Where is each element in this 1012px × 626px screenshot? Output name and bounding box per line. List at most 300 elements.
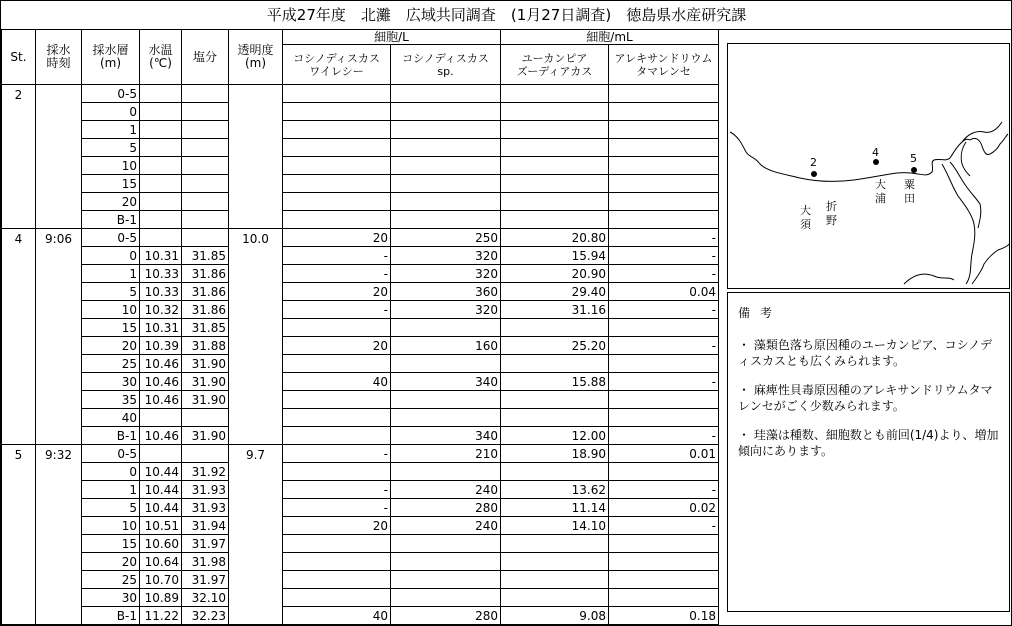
table-row bbox=[2, 571, 719, 589]
coscinodiscus-sp-cell bbox=[391, 391, 501, 409]
eucampia-zodiacus-cell bbox=[501, 85, 609, 103]
table-row bbox=[2, 373, 719, 391]
coscinodiscus-wailesii-cell: 20 bbox=[283, 517, 391, 535]
depth-cell: 10 bbox=[82, 157, 140, 175]
depth-cell: 1 bbox=[82, 481, 140, 499]
alexandrium-tamarense-cell bbox=[609, 193, 719, 211]
coscinodiscus-sp-cell: 340 bbox=[391, 373, 501, 391]
table-row bbox=[2, 535, 719, 553]
water-temp-cell: 10.60 bbox=[140, 535, 182, 553]
salinity-cell: 31.94 bbox=[182, 517, 229, 535]
sampling-time-cell: 9:06 bbox=[36, 229, 82, 445]
depth-cell: 0-5 bbox=[82, 85, 140, 103]
coscinodiscus-sp-cell bbox=[391, 193, 501, 211]
eucampia-zodiacus-cell bbox=[501, 121, 609, 139]
place-orino-2: 野 bbox=[826, 214, 837, 227]
coscinodiscus-wailesii-cell: - bbox=[283, 301, 391, 319]
water-temp-cell bbox=[140, 157, 182, 175]
station-5-marker bbox=[911, 167, 917, 173]
water-temp-cell: 10.70 bbox=[140, 571, 182, 589]
table-row bbox=[2, 121, 719, 139]
table-row bbox=[2, 301, 719, 319]
header-species-3-line2: ズーディアカス bbox=[516, 64, 593, 78]
salinity-cell bbox=[182, 445, 229, 463]
coscinodiscus-sp-cell bbox=[391, 571, 501, 589]
table-row bbox=[2, 481, 719, 499]
coscinodiscus-wailesii-cell bbox=[283, 139, 391, 157]
water-temp-cell: 10.46 bbox=[140, 427, 182, 445]
eucampia-zodiacus-cell: 31.16 bbox=[501, 301, 609, 319]
depth-cell: 15 bbox=[82, 319, 140, 337]
eucampia-zodiacus-cell: 29.40 bbox=[501, 283, 609, 301]
coscinodiscus-wailesii-cell: - bbox=[283, 481, 391, 499]
water-temp-cell: 10.33 bbox=[140, 283, 182, 301]
salinity-cell bbox=[182, 85, 229, 103]
alexandrium-tamarense-cell: - bbox=[609, 301, 719, 319]
eucampia-zodiacus-cell bbox=[501, 553, 609, 571]
alexandrium-tamarense-cell bbox=[609, 121, 719, 139]
alexandrium-tamarense-cell: 0.04 bbox=[609, 283, 719, 301]
alexandrium-tamarense-cell: - bbox=[609, 265, 719, 283]
header-species-1-line1: コシノディスカス bbox=[293, 51, 380, 65]
salinity-cell: 31.98 bbox=[182, 553, 229, 571]
station-5-label: 5 bbox=[910, 152, 917, 165]
eucampia-zodiacus-cell: 15.88 bbox=[501, 373, 609, 391]
coscinodiscus-wailesii-cell bbox=[283, 427, 391, 445]
coscinodiscus-wailesii-cell bbox=[283, 175, 391, 193]
coscinodiscus-wailesii-cell: 20 bbox=[283, 283, 391, 301]
coscinodiscus-wailesii-cell: - bbox=[283, 445, 391, 463]
alexandrium-tamarense-cell: - bbox=[609, 373, 719, 391]
alexandrium-tamarense-cell bbox=[609, 157, 719, 175]
coscinodiscus-sp-cell: 320 bbox=[391, 265, 501, 283]
remarks-title bbox=[738, 305, 999, 321]
salinity-cell: 31.90 bbox=[182, 355, 229, 373]
water-temp-cell: 10.44 bbox=[140, 481, 182, 499]
remarks-title-char1: 備 bbox=[738, 306, 751, 320]
coscinodiscus-sp-cell bbox=[391, 409, 501, 427]
salinity-cell: 31.85 bbox=[182, 247, 229, 265]
coastline-paths bbox=[730, 122, 1009, 284]
alexandrium-tamarense-cell: - bbox=[609, 481, 719, 499]
place-awata-2: 田 bbox=[904, 192, 915, 205]
coscinodiscus-sp-cell: 240 bbox=[391, 481, 501, 499]
coscinodiscus-wailesii-cell: 20 bbox=[283, 337, 391, 355]
coscinodiscus-sp-cell: 250 bbox=[391, 229, 501, 247]
depth-cell: 20 bbox=[82, 553, 140, 571]
water-temp-cell bbox=[140, 211, 182, 229]
alexandrium-tamarense-cell bbox=[609, 535, 719, 553]
table-row bbox=[2, 517, 719, 535]
salinity-cell: 31.90 bbox=[182, 391, 229, 409]
eucampia-zodiacus-cell bbox=[501, 589, 609, 607]
water-temp-cell: 10.33 bbox=[140, 265, 182, 283]
table-row bbox=[2, 265, 719, 283]
alexandrium-tamarense-cell bbox=[609, 355, 719, 373]
water-temp-cell: 10.44 bbox=[140, 499, 182, 517]
alexandrium-tamarense-cell: 0.01 bbox=[609, 445, 719, 463]
water-temp-cell bbox=[140, 445, 182, 463]
alexandrium-tamarense-cell bbox=[609, 175, 719, 193]
depth-cell: 0-5 bbox=[82, 445, 140, 463]
eucampia-zodiacus-cell: 14.10 bbox=[501, 517, 609, 535]
water-temp-cell: 10.89 bbox=[140, 589, 182, 607]
header-species-1 bbox=[283, 45, 391, 85]
table-row bbox=[2, 337, 719, 355]
alexandrium-tamarense-cell bbox=[609, 409, 719, 427]
salinity-cell bbox=[182, 409, 229, 427]
coscinodiscus-wailesii-cell bbox=[283, 319, 391, 337]
salinity-cell: 31.97 bbox=[182, 535, 229, 553]
station-4-label: 4 bbox=[872, 146, 879, 159]
header-group-cells-per-ml: 細胞/mL bbox=[501, 30, 719, 45]
header-transparency bbox=[229, 30, 283, 85]
alexandrium-tamarense-cell: - bbox=[609, 229, 719, 247]
header-temp-line1: 水温 bbox=[148, 43, 173, 57]
alexandrium-tamarense-cell bbox=[609, 589, 719, 607]
eucampia-zodiacus-cell bbox=[501, 319, 609, 337]
header-species-2-line2: sp. bbox=[437, 64, 454, 78]
salinity-cell: 31.86 bbox=[182, 283, 229, 301]
coscinodiscus-sp-cell bbox=[391, 103, 501, 121]
remark-item: ・ 珪藻は種数、細胞数とも前回(1/4)より、増加傾向にあります。 bbox=[738, 428, 999, 458]
depth-cell: 10 bbox=[82, 517, 140, 535]
coscinodiscus-wailesii-cell: 40 bbox=[283, 373, 391, 391]
station-number-cell: 2 bbox=[2, 85, 36, 229]
alexandrium-tamarense-cell: - bbox=[609, 337, 719, 355]
eucampia-zodiacus-cell bbox=[501, 175, 609, 193]
sampling-time-cell: 9:32 bbox=[36, 445, 82, 625]
coscinodiscus-sp-cell bbox=[391, 589, 501, 607]
salinity-cell: 31.86 bbox=[182, 301, 229, 319]
station-2-label: 2 bbox=[810, 156, 817, 169]
water-temp-cell: 10.32 bbox=[140, 301, 182, 319]
header-transparency-line2: (m) bbox=[244, 56, 267, 70]
water-temp-cell: 10.46 bbox=[140, 355, 182, 373]
coscinodiscus-wailesii-cell bbox=[283, 157, 391, 175]
coscinodiscus-wailesii-cell: - bbox=[283, 499, 391, 517]
transparency-cell bbox=[229, 85, 283, 229]
depth-cell: 0 bbox=[82, 247, 140, 265]
place-awata-1: 粟 bbox=[904, 178, 915, 191]
alexandrium-tamarense-cell bbox=[609, 571, 719, 589]
coscinodiscus-sp-cell bbox=[391, 157, 501, 175]
remarks-title-char2: 考 bbox=[760, 306, 773, 320]
water-temp-cell: 10.46 bbox=[140, 391, 182, 409]
survey-table bbox=[1, 29, 719, 625]
eucampia-zodiacus-cell: 18.90 bbox=[501, 445, 609, 463]
header-salinity: 塩分 bbox=[182, 30, 229, 85]
table-row bbox=[2, 319, 719, 337]
water-temp-cell: 11.22 bbox=[140, 607, 182, 625]
depth-cell: 25 bbox=[82, 571, 140, 589]
header-species-4 bbox=[609, 45, 719, 85]
water-temp-cell bbox=[140, 175, 182, 193]
header-time-line1: 採水 bbox=[46, 43, 71, 57]
water-temp-cell bbox=[140, 121, 182, 139]
salinity-cell: 31.93 bbox=[182, 499, 229, 517]
coscinodiscus-wailesii-cell bbox=[283, 121, 391, 139]
table-row bbox=[2, 499, 719, 517]
depth-cell: 5 bbox=[82, 499, 140, 517]
eucampia-zodiacus-cell bbox=[501, 409, 609, 427]
header-time bbox=[36, 30, 82, 85]
alexandrium-tamarense-cell: - bbox=[609, 427, 719, 445]
water-temp-cell: 10.64 bbox=[140, 553, 182, 571]
coscinodiscus-wailesii-cell bbox=[283, 193, 391, 211]
depth-cell: 1 bbox=[82, 121, 140, 139]
water-temp-cell bbox=[140, 103, 182, 121]
coscinodiscus-wailesii-cell: - bbox=[283, 265, 391, 283]
coscinodiscus-sp-cell: 340 bbox=[391, 427, 501, 445]
depth-cell: B-1 bbox=[82, 427, 140, 445]
depth-cell: 40 bbox=[82, 409, 140, 427]
eucampia-zodiacus-cell: 20.90 bbox=[501, 265, 609, 283]
remark-item: ・ 藻類色落ち原因種のユーカンピア、コシノディスカスとも広くみられます。 bbox=[738, 338, 993, 368]
depth-cell: 0-5 bbox=[82, 229, 140, 247]
salinity-cell: 31.85 bbox=[182, 319, 229, 337]
depth-cell: 20 bbox=[82, 193, 140, 211]
report-title: 平成27年度 北灘 広域共同調査 (1月27日調査) 徳島県水産研究課 bbox=[1, 1, 1012, 30]
header-depth-line2: (m) bbox=[99, 56, 122, 70]
water-temp-cell: 10.46 bbox=[140, 373, 182, 391]
eucampia-zodiacus-cell: 15.94 bbox=[501, 247, 609, 265]
coscinodiscus-wailesii-cell: - bbox=[283, 247, 391, 265]
table-row bbox=[2, 103, 719, 121]
station-map bbox=[727, 43, 1010, 289]
coscinodiscus-wailesii-cell bbox=[283, 553, 391, 571]
coscinodiscus-sp-cell bbox=[391, 211, 501, 229]
coscinodiscus-sp-cell: 280 bbox=[391, 607, 501, 625]
header-depth-line1: 採水層 bbox=[92, 43, 129, 57]
water-temp-cell: 10.39 bbox=[140, 337, 182, 355]
depth-cell: 20 bbox=[82, 337, 140, 355]
station-number-cell: 4 bbox=[2, 229, 36, 445]
header-depth bbox=[82, 30, 140, 85]
depth-cell: 5 bbox=[82, 139, 140, 157]
coscinodiscus-sp-cell bbox=[391, 535, 501, 553]
eucampia-zodiacus-cell: 25.20 bbox=[501, 337, 609, 355]
header-species-2-line1: コシノディスカス bbox=[402, 51, 489, 65]
table-row bbox=[2, 283, 719, 301]
depth-cell: B-1 bbox=[82, 607, 140, 625]
coscinodiscus-wailesii-cell bbox=[283, 589, 391, 607]
salinity-cell: 31.93 bbox=[182, 481, 229, 499]
coscinodiscus-sp-cell: 360 bbox=[391, 283, 501, 301]
coscinodiscus-wailesii-cell bbox=[283, 409, 391, 427]
coscinodiscus-wailesii-cell bbox=[283, 211, 391, 229]
depth-cell: 0 bbox=[82, 463, 140, 481]
depth-cell: 30 bbox=[82, 589, 140, 607]
table-row bbox=[2, 175, 719, 193]
table-row bbox=[2, 85, 719, 103]
header-species-3 bbox=[501, 45, 609, 85]
table-row bbox=[2, 553, 719, 571]
alexandrium-tamarense-cell: - bbox=[609, 517, 719, 535]
header-species-4-line2: タマレンセ bbox=[636, 64, 691, 78]
alexandrium-tamarense-cell: 0.02 bbox=[609, 499, 719, 517]
alexandrium-tamarense-cell: 0.18 bbox=[609, 607, 719, 625]
salinity-cell bbox=[182, 193, 229, 211]
remark-item: ・ 麻痺性貝毒原因種のアレキサンドリウムタマレンセがごく少数みられます。 bbox=[738, 383, 993, 413]
coscinodiscus-sp-cell: 320 bbox=[391, 247, 501, 265]
place-osu-2: 須 bbox=[800, 218, 811, 231]
depth-cell: 1 bbox=[82, 265, 140, 283]
eucampia-zodiacus-cell: 12.00 bbox=[501, 427, 609, 445]
depth-cell: 0 bbox=[82, 103, 140, 121]
eucampia-zodiacus-cell bbox=[501, 355, 609, 373]
header-species-2 bbox=[391, 45, 501, 85]
remarks-panel bbox=[727, 292, 1010, 612]
water-temp-cell: 10.51 bbox=[140, 517, 182, 535]
salinity-cell bbox=[182, 139, 229, 157]
coscinodiscus-wailesii-cell bbox=[283, 103, 391, 121]
eucampia-zodiacus-cell bbox=[501, 139, 609, 157]
transparency-cell: 9.7 bbox=[229, 445, 283, 625]
coscinodiscus-sp-cell bbox=[391, 355, 501, 373]
eucampia-zodiacus-cell bbox=[501, 193, 609, 211]
alexandrium-tamarense-cell bbox=[609, 85, 719, 103]
coscinodiscus-wailesii-cell bbox=[283, 85, 391, 103]
table-row bbox=[2, 409, 719, 427]
coscinodiscus-wailesii-cell bbox=[283, 463, 391, 481]
eucampia-zodiacus-cell bbox=[501, 535, 609, 553]
eucampia-zodiacus-cell bbox=[501, 571, 609, 589]
place-osu-1: 大 bbox=[800, 204, 811, 217]
place-oura-1: 大 bbox=[875, 178, 886, 191]
coscinodiscus-wailesii-cell: 20 bbox=[283, 229, 391, 247]
table-row bbox=[2, 445, 719, 463]
depth-cell: 5 bbox=[82, 283, 140, 301]
coscinodiscus-wailesii-cell bbox=[283, 535, 391, 553]
alexandrium-tamarense-cell bbox=[609, 553, 719, 571]
place-orino-1: 折 bbox=[826, 200, 837, 213]
header-row-groups bbox=[2, 30, 719, 45]
water-temp-cell bbox=[140, 139, 182, 157]
coscinodiscus-wailesii-cell bbox=[283, 391, 391, 409]
table-row bbox=[2, 157, 719, 175]
salinity-cell: 32.23 bbox=[182, 607, 229, 625]
coscinodiscus-wailesii-cell bbox=[283, 571, 391, 589]
alexandrium-tamarense-cell bbox=[609, 103, 719, 121]
depth-cell: 25 bbox=[82, 355, 140, 373]
place-oura-2: 浦 bbox=[875, 192, 886, 205]
coscinodiscus-sp-cell: 320 bbox=[391, 301, 501, 319]
header-time-line2: 時刻 bbox=[46, 56, 71, 70]
salinity-cell bbox=[182, 103, 229, 121]
water-temp-cell: 10.44 bbox=[140, 463, 182, 481]
header-temp-line2: (℃) bbox=[149, 56, 172, 70]
coscinodiscus-sp-cell bbox=[391, 121, 501, 139]
table-row bbox=[2, 355, 719, 373]
depth-cell: 30 bbox=[82, 373, 140, 391]
depth-cell: B-1 bbox=[82, 211, 140, 229]
header-species-3-line1: ユーカンピア bbox=[521, 51, 588, 65]
header-species-1-line2: ワイレシー bbox=[309, 64, 364, 78]
table-row bbox=[2, 247, 719, 265]
eucampia-zodiacus-cell: 13.62 bbox=[501, 481, 609, 499]
table-row bbox=[2, 211, 719, 229]
coastline-map bbox=[728, 44, 1009, 288]
water-temp-cell: 10.31 bbox=[140, 319, 182, 337]
water-temp-cell bbox=[140, 409, 182, 427]
eucampia-zodiacus-cell: 11.14 bbox=[501, 499, 609, 517]
coscinodiscus-sp-cell: 240 bbox=[391, 517, 501, 535]
coscinodiscus-sp-cell: 210 bbox=[391, 445, 501, 463]
salinity-cell: 31.90 bbox=[182, 427, 229, 445]
water-temp-cell bbox=[140, 193, 182, 211]
transparency-cell: 10.0 bbox=[229, 229, 283, 445]
header-group-cells-per-liter: 細胞/L bbox=[283, 30, 501, 45]
table-row bbox=[2, 229, 719, 247]
eucampia-zodiacus-cell: 20.80 bbox=[501, 229, 609, 247]
station-2-marker bbox=[811, 171, 817, 177]
coscinodiscus-sp-cell bbox=[391, 319, 501, 337]
alexandrium-tamarense-cell bbox=[609, 463, 719, 481]
coscinodiscus-sp-cell bbox=[391, 175, 501, 193]
coscinodiscus-wailesii-cell bbox=[283, 355, 391, 373]
salinity-cell: 31.92 bbox=[182, 463, 229, 481]
salinity-cell bbox=[182, 157, 229, 175]
coscinodiscus-sp-cell: 280 bbox=[391, 499, 501, 517]
table-row bbox=[2, 139, 719, 157]
coscinodiscus-sp-cell bbox=[391, 553, 501, 571]
table-row bbox=[2, 589, 719, 607]
water-temp-cell bbox=[140, 229, 182, 247]
eucampia-zodiacus-cell bbox=[501, 211, 609, 229]
table-row bbox=[2, 391, 719, 409]
eucampia-zodiacus-cell bbox=[501, 463, 609, 481]
station-number-cell: 5 bbox=[2, 445, 36, 625]
alexandrium-tamarense-cell bbox=[609, 211, 719, 229]
table-row bbox=[2, 427, 719, 445]
salinity-cell bbox=[182, 229, 229, 247]
depth-cell: 10 bbox=[82, 301, 140, 319]
table-row bbox=[2, 463, 719, 481]
header-transparency-line1: 透明度 bbox=[237, 43, 274, 57]
header-temp bbox=[140, 30, 182, 85]
alexandrium-tamarense-cell bbox=[609, 319, 719, 337]
eucampia-zodiacus-cell: 9.08 bbox=[501, 607, 609, 625]
table-row bbox=[2, 607, 719, 625]
water-temp-cell: 10.31 bbox=[140, 247, 182, 265]
salinity-cell: 31.97 bbox=[182, 571, 229, 589]
station-4-marker bbox=[873, 159, 879, 165]
salinity-cell: 32.10 bbox=[182, 589, 229, 607]
salinity-cell bbox=[182, 175, 229, 193]
alexandrium-tamarense-cell bbox=[609, 139, 719, 157]
coscinodiscus-sp-cell bbox=[391, 85, 501, 103]
salinity-cell: 31.88 bbox=[182, 337, 229, 355]
table-row bbox=[2, 193, 719, 211]
depth-cell: 15 bbox=[82, 535, 140, 553]
salinity-cell: 31.86 bbox=[182, 265, 229, 283]
water-temp-cell bbox=[140, 85, 182, 103]
salinity-cell bbox=[182, 211, 229, 229]
header-species-4-line1: アレキサンドリウム bbox=[614, 51, 713, 65]
eucampia-zodiacus-cell bbox=[501, 103, 609, 121]
coscinodiscus-wailesii-cell: 40 bbox=[283, 607, 391, 625]
header-st: St. bbox=[2, 30, 36, 85]
sampling-time-cell bbox=[36, 85, 82, 229]
salinity-cell bbox=[182, 121, 229, 139]
eucampia-zodiacus-cell bbox=[501, 391, 609, 409]
eucampia-zodiacus-cell bbox=[501, 157, 609, 175]
coscinodiscus-sp-cell bbox=[391, 139, 501, 157]
depth-cell: 15 bbox=[82, 175, 140, 193]
coscinodiscus-sp-cell bbox=[391, 463, 501, 481]
alexandrium-tamarense-cell bbox=[609, 391, 719, 409]
